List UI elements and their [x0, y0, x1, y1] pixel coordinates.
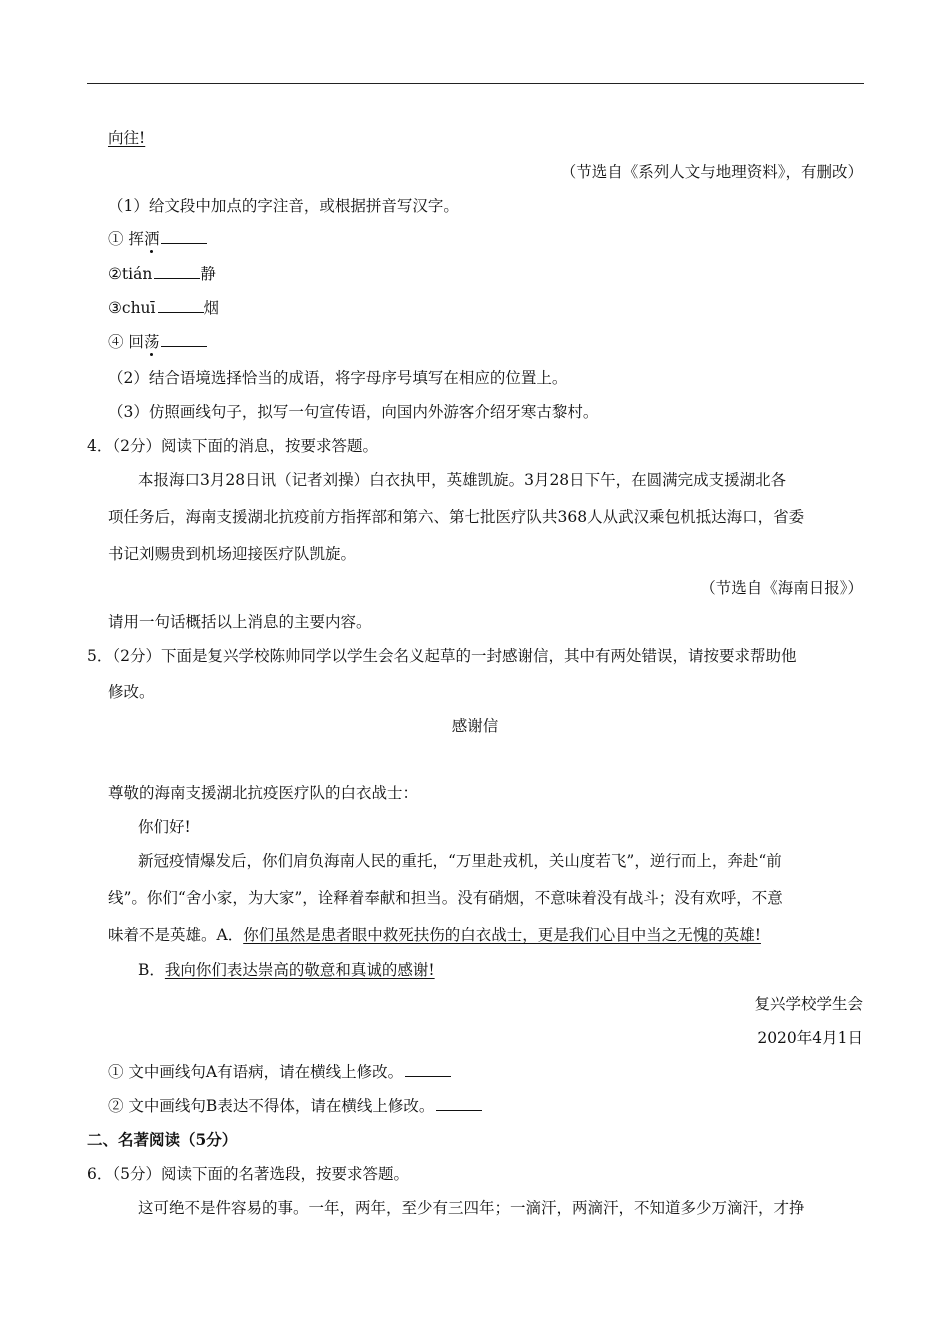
answer-blank[interactable]: [161, 229, 207, 244]
item2-suffix: 静: [200, 265, 216, 283]
dotted-char: 荡: [143, 333, 160, 351]
answer-blank[interactable]: [161, 332, 207, 347]
q4-stem: 4．（2分）阅读下面的消息，按要求答题。: [87, 437, 378, 455]
answer-blank[interactable]: [436, 1096, 482, 1111]
item3-suffix: 烟: [203, 299, 220, 317]
letter-signature: 复兴学校学生会: [754, 995, 863, 1013]
q6-passage: 这可绝不是件容易的事。一年，两年，至少有三四年；一滴汗，两滴汗，不知道多少万滴汗，才挣: [138, 1199, 805, 1217]
q4-news-line: 本报海口3月28日讯（记者刘操）白衣执甲，英雄凯旋。3月28日下午，在圆满完成支援湖北各: [138, 471, 787, 489]
letter-date: 2020年4月1日: [757, 1029, 863, 1047]
q5-ask1: [108, 1062, 451, 1082]
letter-title: 感谢信: [451, 717, 499, 735]
item4-prefix: ④ 回: [108, 333, 144, 351]
sentence-a-label: 味着不是英雄。A．: [108, 926, 244, 944]
answer-blank[interactable]: [154, 264, 200, 279]
q3-sub2: （2）结合语境选择恰当的成语，将字母序号填写在相应的位置上。: [108, 369, 568, 387]
answer-blank[interactable]: [405, 1062, 451, 1077]
letter-body-line: [108, 925, 761, 945]
header-rule: [87, 83, 864, 84]
q5-stem: 5．（2分）下面是复兴学校陈帅同学以学生会名义起草的一封感谢信，其中有两处错误，请按要求帮助他: [87, 647, 797, 665]
q3-item2: [108, 264, 216, 284]
q6-stem: 6．（5分）阅读下面的名著选段，按要求答题。: [87, 1165, 409, 1183]
q4-source: （节选自《海南日报》）: [700, 579, 863, 597]
q3-sub1: （1）给文段中加点的字注音，或根据拼音写汉字。: [108, 197, 459, 215]
q5-stem-cont: 修改。: [108, 683, 155, 701]
letter-body-line: 新冠疫情爆发后，你们肩负海南人民的重托，“万里赴戎机，关山度若飞”，逆行而上，奔赴“前: [138, 852, 782, 870]
answer-blank[interactable]: [158, 298, 204, 313]
item3-prefix: ③chuī: [108, 299, 156, 317]
q5-ask2: [108, 1096, 482, 1116]
q4-news-line: 项任务后，海南支援湖北抗疫前方指挥部和第六、第七批医疗队共368人从武汉乘包机抵达海口，省委: [108, 508, 805, 526]
source-citation: （节选自《系列人文与地理资料》，有删改）: [560, 163, 863, 181]
q3-item1: [108, 229, 207, 249]
ask2-text: ② 文中画线句B表达不得体，请在横线上修改。: [108, 1097, 435, 1115]
letter-salutation: 尊敬的海南支援湖北抗疫医疗队的白衣战士：: [108, 784, 419, 802]
dotted-char: 洒: [143, 230, 160, 248]
passage-end: 向往!: [108, 129, 146, 147]
q3-item4: [108, 332, 207, 352]
item1-prefix: ① 挥: [108, 230, 144, 248]
sentence-b-label: B．: [138, 961, 165, 979]
q4-news-line: 书记刘赐贵到机场迎接医疗队凯旋。: [108, 545, 357, 563]
ask1-text: ① 文中画线句A有语病，请在横线上修改。: [108, 1063, 404, 1081]
letter-greeting: 你们好!: [138, 818, 191, 836]
section-heading: 二、名著阅读（5分）: [87, 1130, 238, 1149]
q4-ask: 请用一句话概括以上消息的主要内容。: [108, 613, 372, 631]
sentence-a: 你们虽然是患者眼中救死扶伤的白衣战士，更是我们心目中当之无愧的英雄!: [243, 926, 761, 944]
q3-item3: [108, 298, 219, 318]
letter-body-line: 线”。你们“舍小家，为大家”，诠释着奉献和担当。没有硝烟，不意味着没有战斗；没有欢呼，不意: [108, 889, 783, 907]
letter-body-line: [138, 960, 435, 980]
sentence-b: 我向你们表达崇高的敬意和真诚的感谢!: [164, 961, 435, 979]
item2-prefix: ②tián: [108, 265, 153, 283]
q3-sub3: （3）仿照画线句子，拟写一句宣传语，向国内外游客介绍牙寒古黎村。: [108, 403, 599, 421]
